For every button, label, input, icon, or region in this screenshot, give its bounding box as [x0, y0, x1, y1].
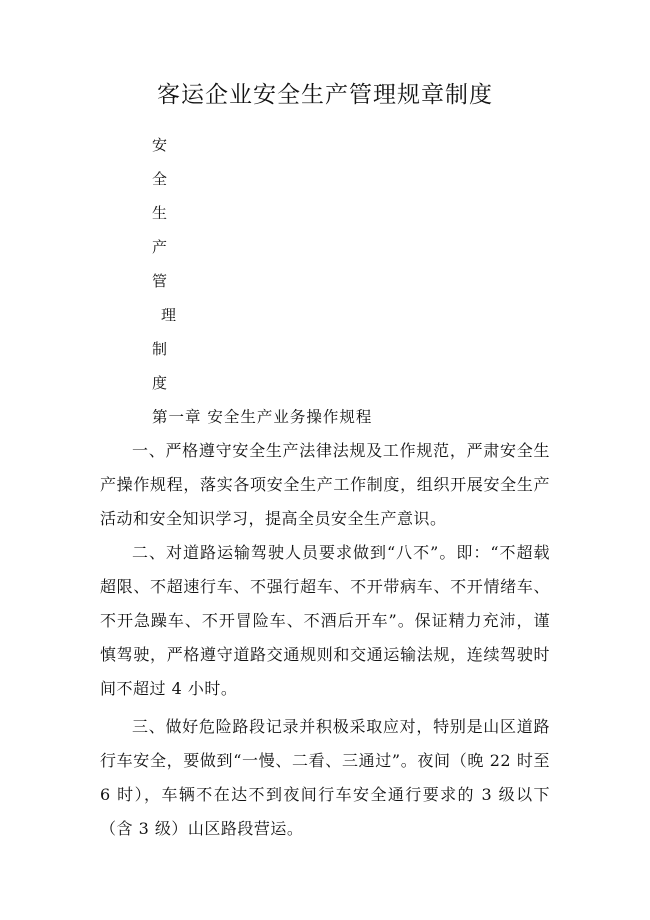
vertical-heading-char: 制 [152, 340, 168, 358]
paragraph: 一、严格遵守安全生产法律法规及工作规范，严肃安全生产操作规程，落实各项安全生产工作制度，组织开展安全生产活动和安全知识学习，提高全员安全生产意识。 [100, 441, 550, 528]
vertical-heading-char: 安 [152, 136, 168, 154]
vertical-heading-char: 生 [152, 204, 168, 222]
vertical-heading-char: 产 [152, 238, 168, 256]
chapter-heading: 第一章 安全生产业务操作规程 [152, 408, 373, 426]
document-title: 客运企业安全生产管理规章制度 [157, 82, 493, 108]
vertical-heading-char: 理 [161, 306, 177, 324]
vertical-heading-char: 度 [152, 374, 168, 392]
vertical-heading-char: 全 [152, 170, 168, 188]
paragraph: 二、对道路运输驾驶人员要求做到“八不”。即：“不超载超限、不超速行车、不强行超车、不开带病车、不开情绪车、不开急躁车、不开冒险车、不酒后开车”。保证精力充沛，谨慎驾驶，严格遵守道路交通规则和交通运输法规，连续驾驶时间不超过 4 小时。 [100, 543, 550, 698]
paragraph: 三、做好危险路段记录并积极采取应对，特别是山区道路行车安全，要做到“一慢、二看、三通过”。夜间（晚 22 时至 6 时），车辆不在达不到夜间行车安全通行要求的 3 级以下（含 3 级）山区路段营运。 [100, 717, 550, 838]
vertical-heading-char: 管 [152, 272, 168, 290]
